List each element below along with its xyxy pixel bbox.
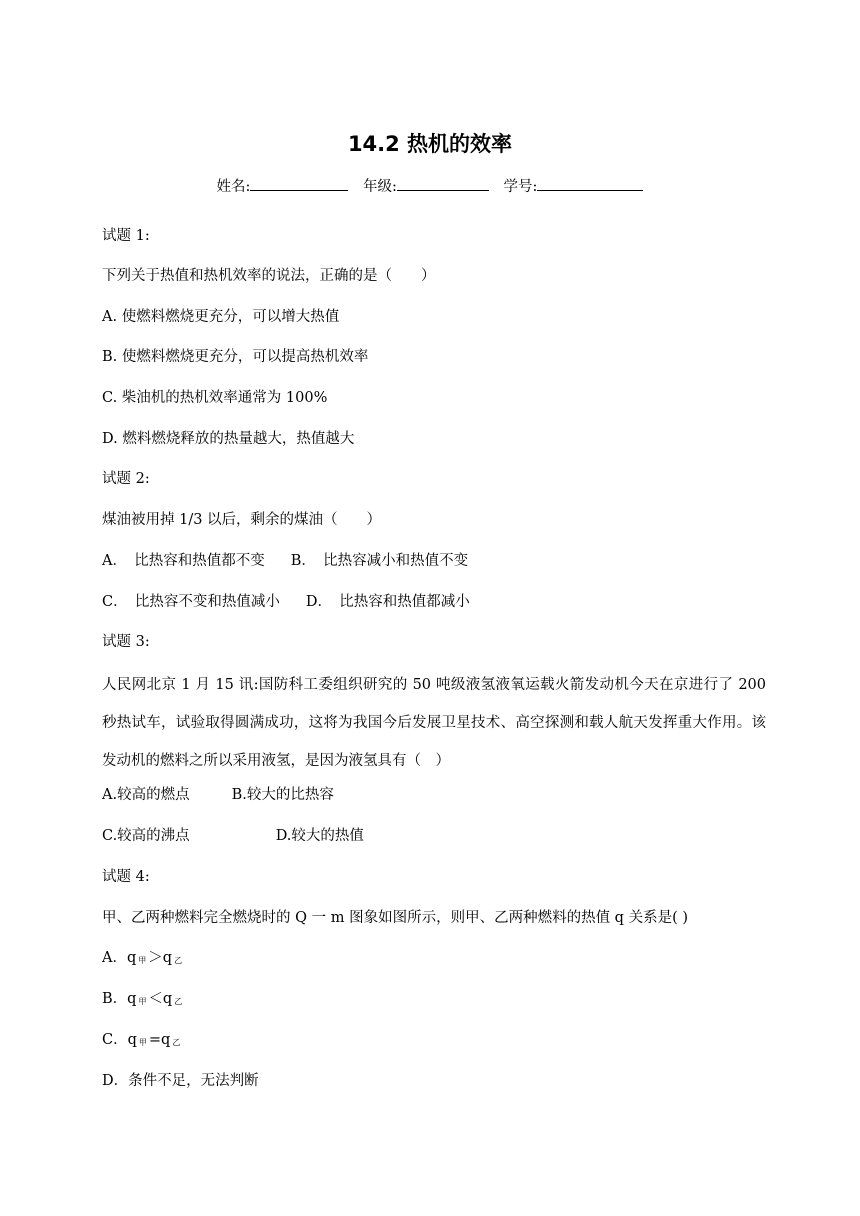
page-title: 14.2 热机的效率 [347,132,513,156]
id-label: 学号: [503,179,538,195]
grade-blank[interactable] [397,174,489,191]
q3-option-b: B.较大的比热容 [231,787,334,803]
q2-option-c: C． 比热容不变和热值减小 [102,594,280,610]
q1-option-c: C. 柴油机的热机效率通常为 100% [102,390,328,406]
q1-stem: 下列关于热值和热机效率的说法，正确的是（ ） [102,268,436,284]
q3-stem: 人民网北京 1 月 15 讯:国防科工委组织研究的 50 吨级液氢液氧运载火箭发动机今天在京进行了 200 秒热试车，试验取得圆满成功，这将为我国今后发展卫星技术、高空探测和载人航天发挥重大作用。该发动机的燃料之所以采用液氢，是因为液氢具有（ ） [102,677,766,769]
q4-option-b: B．q $_甲$ ＜q $_乙$ [102,991,183,1007]
q3-option-d: D.较大的热值 [275,828,364,844]
name-label: 姓名: [216,179,251,195]
grade-label: 年级: [363,179,397,195]
q3-option-a: A.较高的燃点 [102,787,190,803]
q4-option-d: D．条件不足，无法判断 [102,1073,259,1089]
q2-option-a: A． 比热容和热值都不变 [102,553,265,569]
q3-heading: 试题 3: [102,634,150,650]
q1-heading: 试题 1: [102,228,150,244]
q2-options-cd [102,590,470,614]
q4-stem: 甲、乙两种燃料完全燃烧时的 Q 一 m 图象如图所示，则甲、乙两种燃料的热值 q 关系是( ) [102,910,688,926]
q2-option-b: B． 比热容减小和热值不变 [290,553,469,569]
q4-option-a: A．q $_甲$ ＞q $_乙$ [102,950,183,966]
name-blank[interactable] [250,174,348,191]
q1-option-b: B. 使燃料燃烧更充分，可以提高热机效率 [102,349,369,365]
q4-heading: 试题 4: [102,869,150,885]
q3-options-cd [102,824,364,848]
q3-options-ab [102,783,334,807]
q1-option-a: A. 使燃料燃烧更充分，可以增大热值 [102,309,340,325]
q2-option-d: D． 比热容和热值都减小 [305,594,470,610]
q4-option-c: C．q $_甲$ =q $_乙$ [102,1032,181,1048]
id-blank[interactable] [537,174,643,191]
q2-heading: 试题 2: [102,471,150,487]
q2-stem: 煤油被用掉 1/3 以后，剩余的煤油（ ） [102,512,382,528]
q2-options-ab [102,549,468,573]
student-info-line [0,174,860,199]
q1-option-d: D. 燃料燃烧释放的热量越大，热值越大 [102,431,355,447]
q3-option-c: C.较高的沸点 [102,828,190,844]
